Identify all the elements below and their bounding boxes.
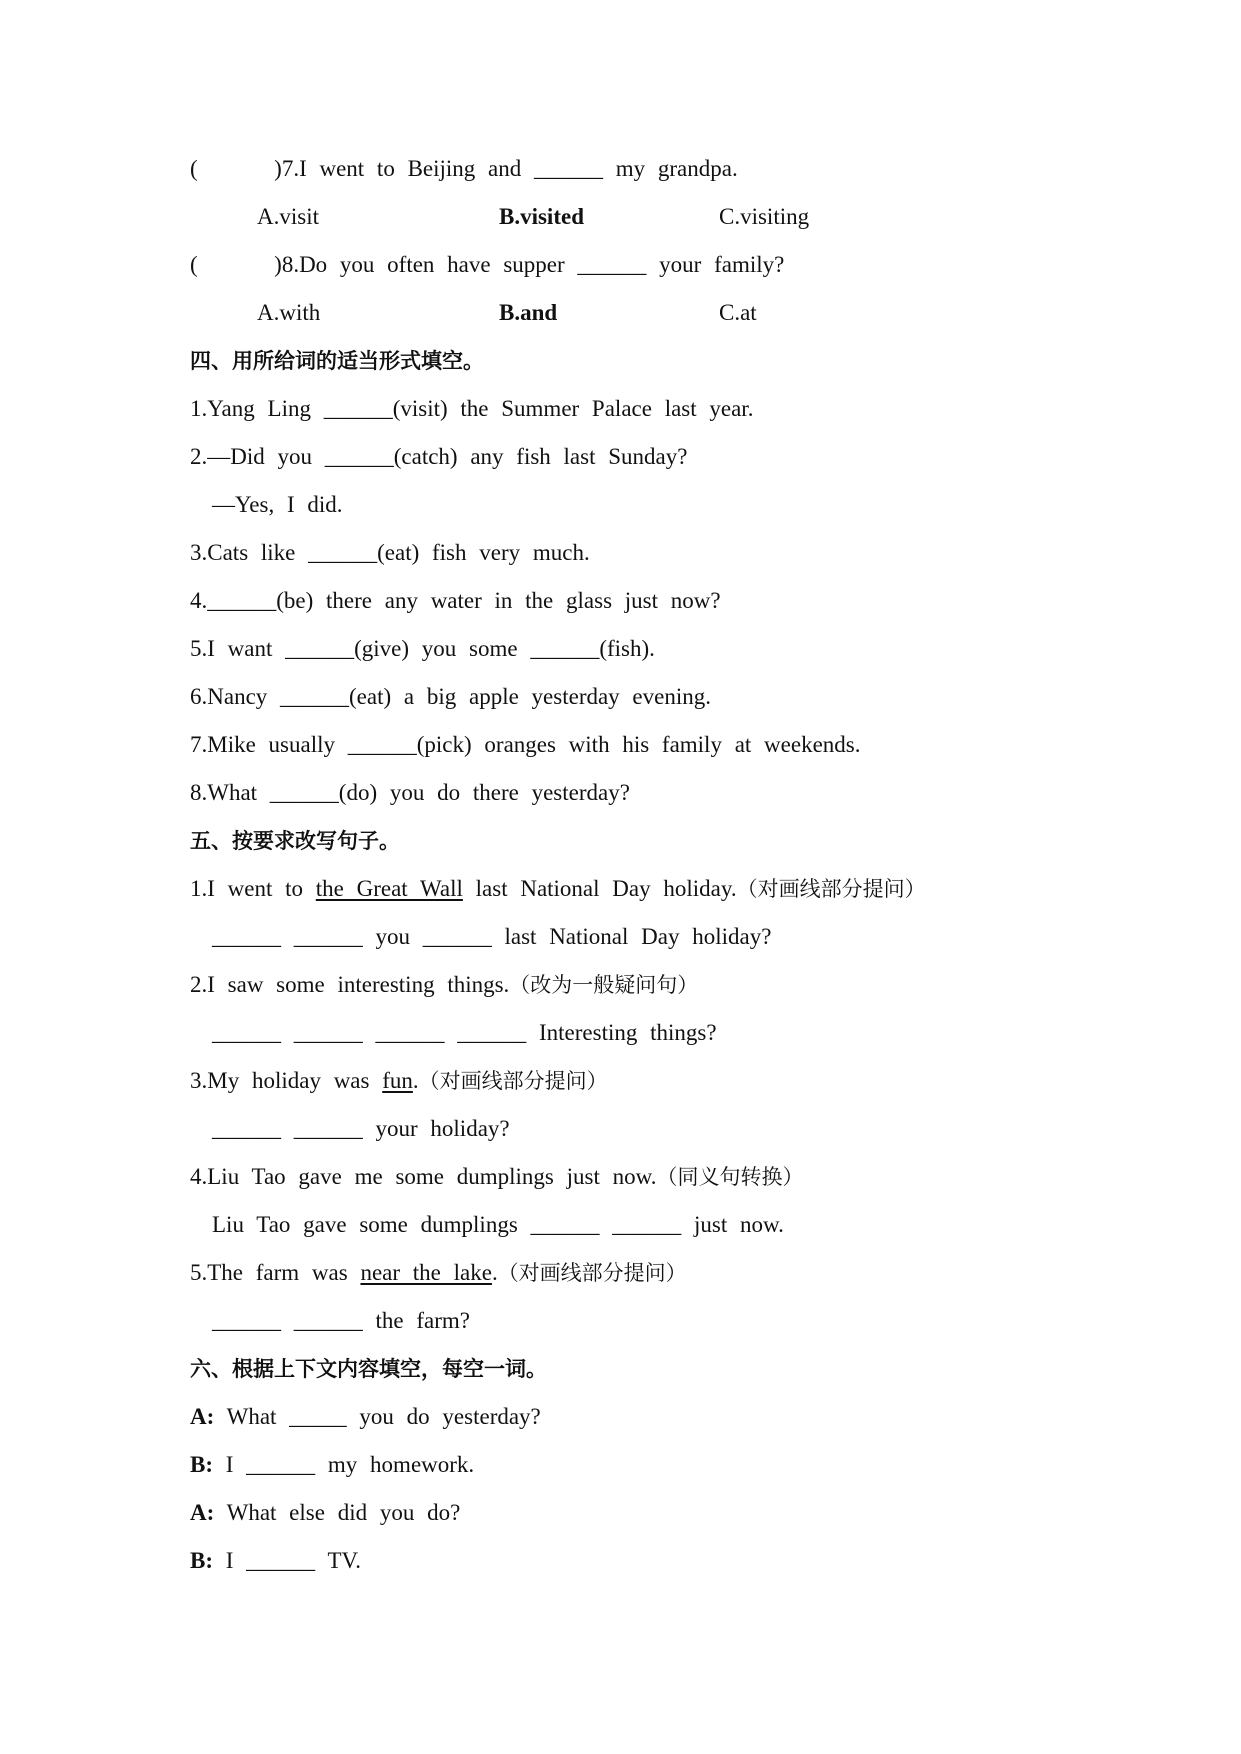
- s5-text: 4.Liu Tao gave me some dumplings just now.: [190, 1164, 657, 1189]
- s5-text: .: [412, 1068, 419, 1093]
- option-a: A.with: [257, 300, 321, 325]
- option-a: A.visit: [257, 204, 319, 229]
- s4-line-3: 3.Cats like ______(eat) fish very much.: [190, 540, 590, 565]
- s4-line-2-answer: —Yes, I did.: [212, 492, 343, 517]
- s5-answer-3: ______ ______ your holiday?: [212, 1116, 510, 1141]
- s5-text: 5.The farm was: [190, 1260, 361, 1285]
- section-5-title: 五、按要求改写句子。: [190, 829, 400, 853]
- s4-line-8: 8.What ______(do) you do there yesterday?: [190, 780, 630, 805]
- section-4-title: 四、用所给词的适当形式填空。: [190, 349, 484, 373]
- instruction-note: （改为一般疑问句）: [509, 973, 699, 997]
- instruction-note: （对画线部分提问）: [418, 1069, 608, 1093]
- option-c: C.visiting: [719, 204, 810, 229]
- dialogue-line: [190, 1393, 1141, 1441]
- s5-answer-2: ______ ______ ______ ______ Interesting things?: [212, 1020, 717, 1045]
- option-b: B.visited: [499, 204, 584, 229]
- s5-text: 2.I saw some interesting things.: [190, 972, 510, 997]
- s4-line-7: 7.Mike usually ______(pick) oranges with his family at weekends.: [190, 732, 861, 757]
- s5-item-3: [190, 1057, 1141, 1105]
- instruction-note: （同义句转换）: [656, 1165, 804, 1189]
- s4-line-6: 6.Nancy ______(eat) a big apple yesterday evening.: [190, 684, 711, 709]
- s5-item-5: [190, 1249, 1141, 1297]
- section-6-title: 六、根据上下文内容填空，每空一词。: [190, 1357, 547, 1381]
- underlined-part: fun: [382, 1068, 413, 1093]
- speaker: A:: [190, 1500, 215, 1525]
- s5-item-1: [190, 865, 1141, 913]
- s4-line-4: 4.______(be) there any water in the glass just now?: [190, 588, 721, 613]
- option-c: C.at: [719, 300, 757, 325]
- s5-answer-1: ______ ______ you ______ last National Day holiday?: [212, 924, 772, 949]
- speaker: B:: [190, 1452, 213, 1477]
- s5-text: 1.I went to: [190, 876, 316, 901]
- s5-answer-4: Liu Tao gave some dumplings ______ ______ just now.: [212, 1212, 784, 1237]
- dialogue-line: [190, 1537, 1141, 1585]
- question-8: ( )8.Do you often have supper ______ your family?: [190, 252, 785, 277]
- question-7-options: [190, 193, 1141, 241]
- s5-text: 3.My holiday was: [190, 1068, 383, 1093]
- underlined-part: near the lake: [360, 1260, 492, 1285]
- dialogue-text: What else did you do?: [226, 1500, 461, 1525]
- s4-line-2: 2.—Did you ______(catch) any fish last Sunday?: [190, 444, 688, 469]
- dialogue-line: [190, 1489, 1141, 1537]
- dialogue-text: I ______ TV.: [225, 1548, 361, 1573]
- s5-answer-5: ______ ______ the farm?: [212, 1308, 470, 1333]
- dialogue-line: [190, 1441, 1141, 1489]
- speaker: B:: [190, 1548, 213, 1573]
- instruction-note: （对画线部分提问）: [497, 1261, 687, 1285]
- speaker: A:: [190, 1404, 215, 1429]
- dialogue-text: What _____ you do yesterday?: [226, 1404, 541, 1429]
- s5-item-4: [190, 1153, 1141, 1201]
- s5-text: last National Day holiday.: [462, 876, 737, 901]
- s4-line-5: 5.I want ______(give) you some ______(fish).: [190, 636, 655, 661]
- question-8-options: [190, 289, 1141, 337]
- option-b: B.and: [499, 300, 558, 325]
- worksheet-page: [190, 145, 1141, 1585]
- s5-item-2: [190, 961, 1141, 1009]
- s5-text: .: [491, 1260, 498, 1285]
- underlined-part: the Great Wall: [315, 876, 463, 901]
- dialogue-text: I ______ my homework.: [225, 1452, 475, 1477]
- question-7: ( )7.I went to Beijing and ______ my grandpa.: [190, 156, 738, 181]
- s4-line-1: 1.Yang Ling ______(visit) the Summer Palace last year.: [190, 396, 754, 421]
- instruction-note: （对画线部分提问）: [736, 877, 926, 901]
